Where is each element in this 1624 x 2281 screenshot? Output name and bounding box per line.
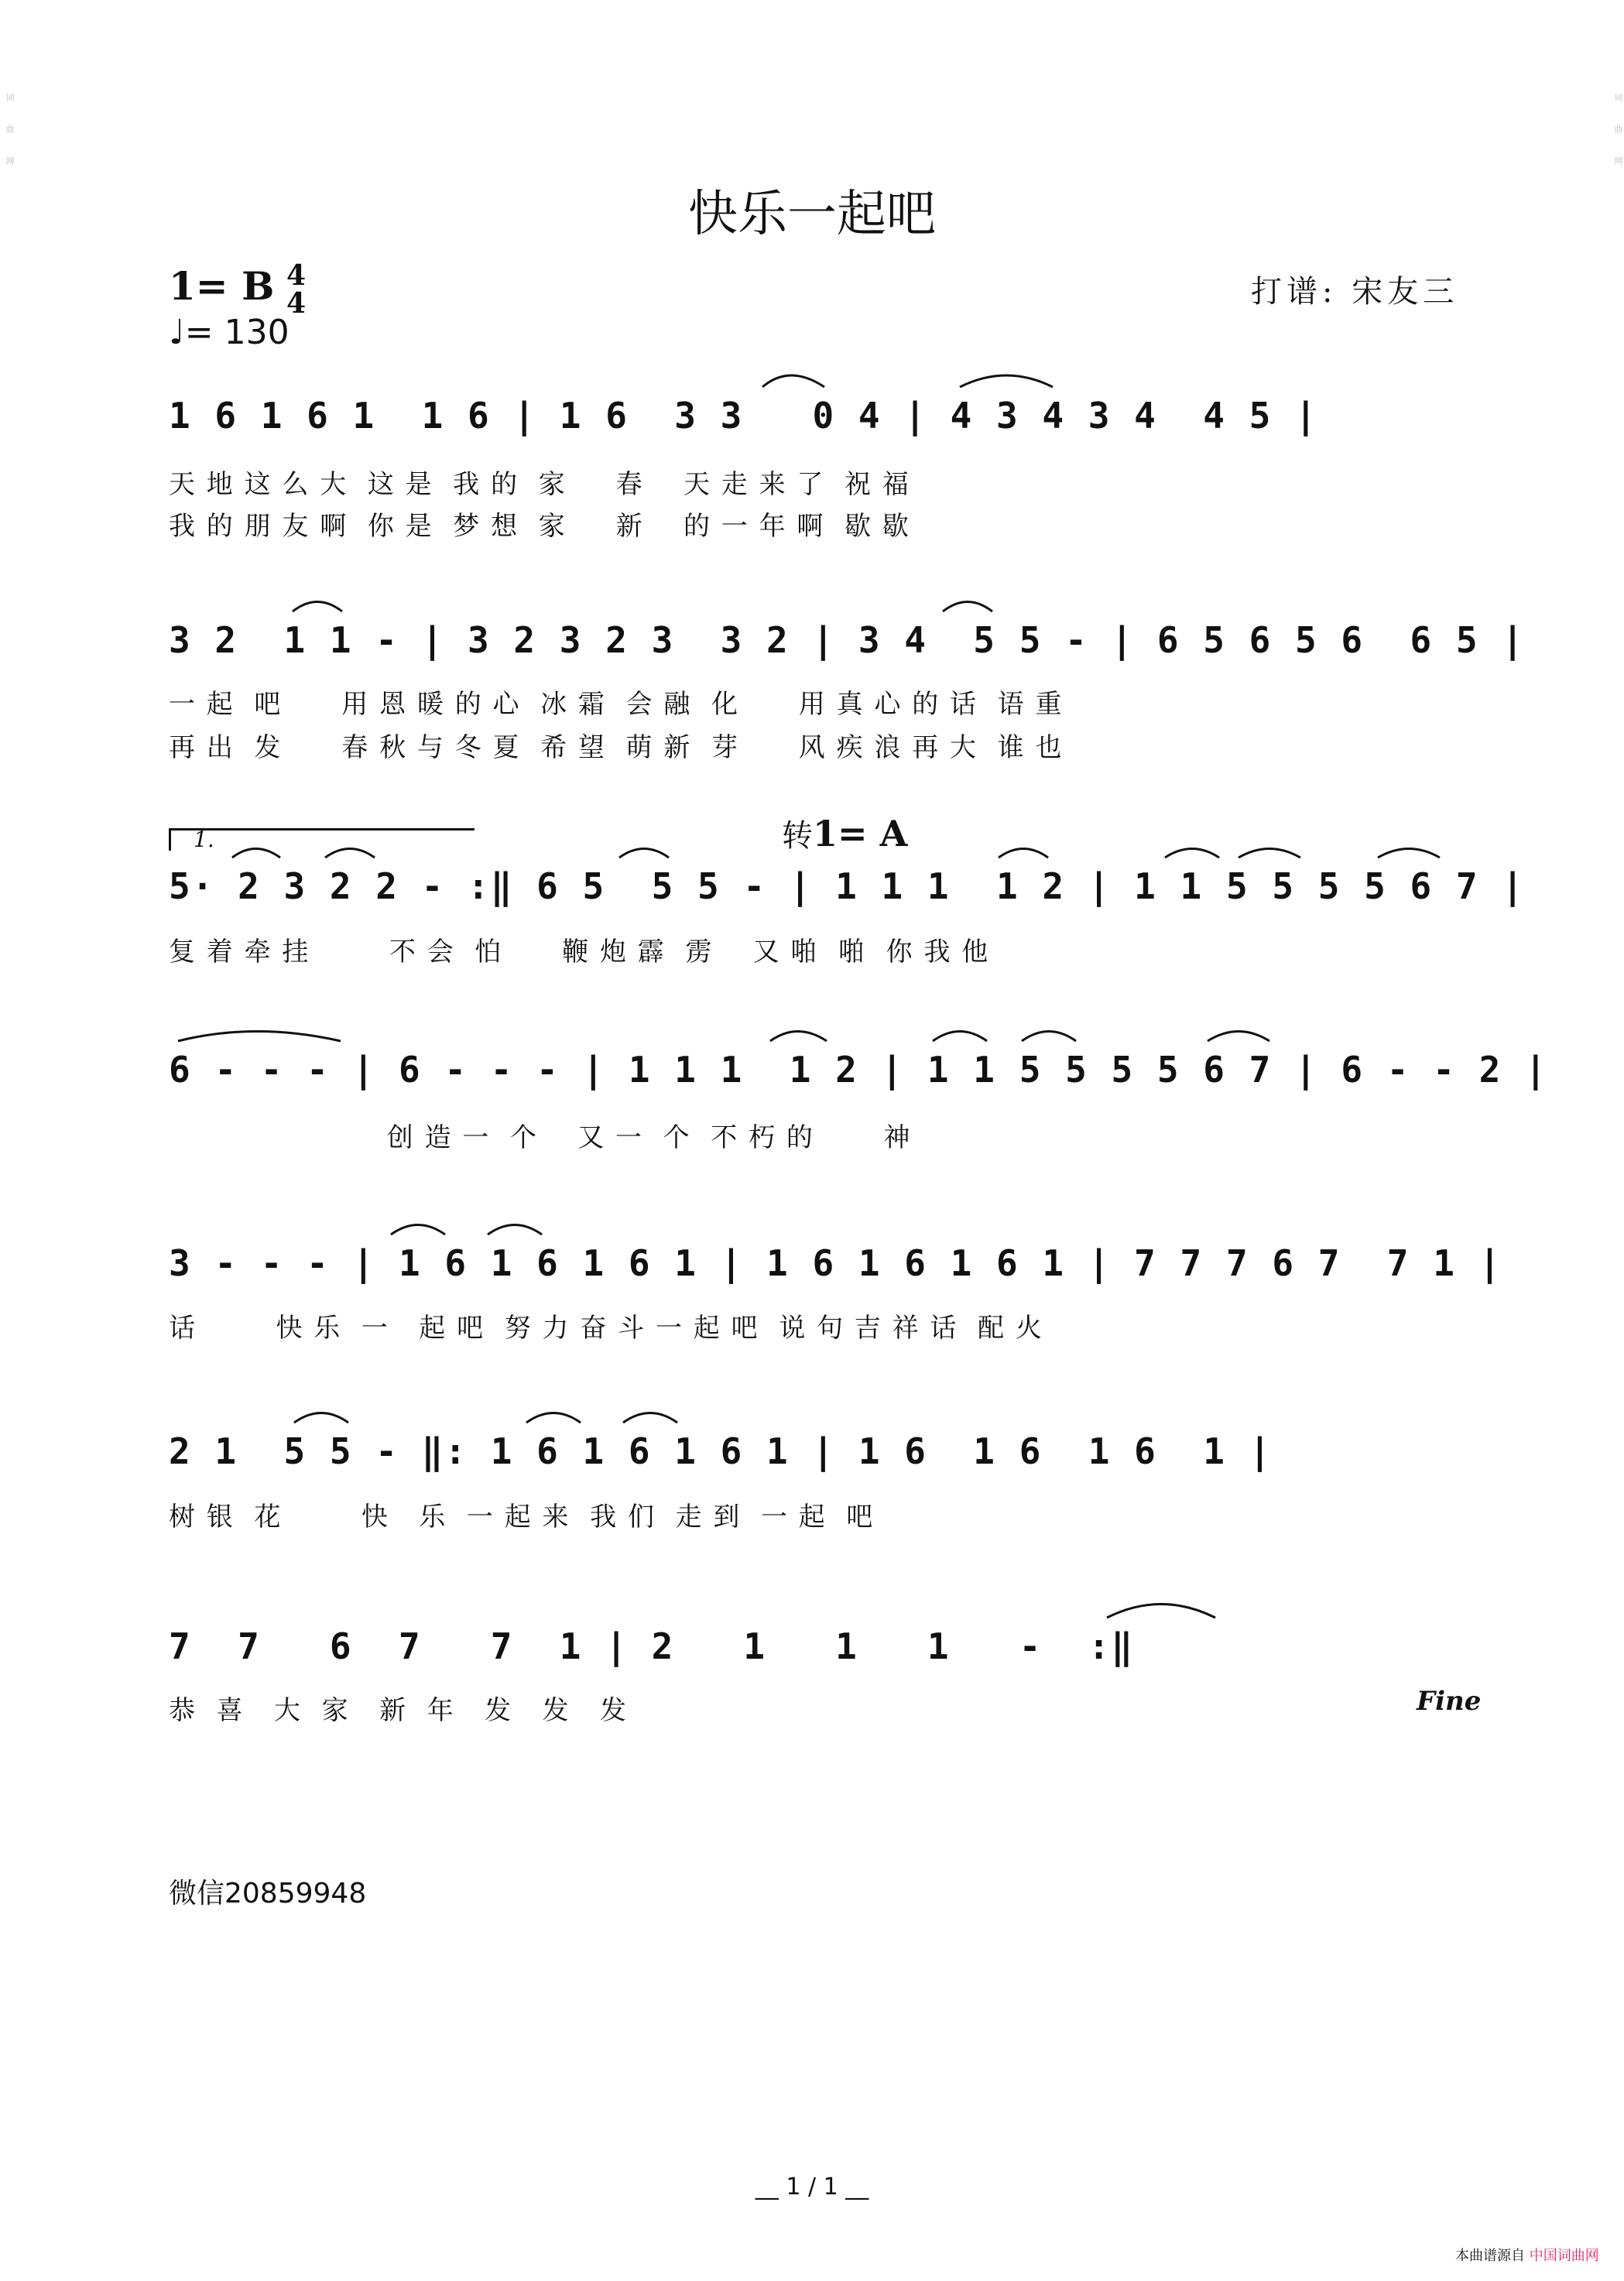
slur-8 <box>999 849 1048 858</box>
tempo-marking: ♩= 130 <box>169 313 290 352</box>
source-credit-label: 本曲谱源自 <box>1455 2248 1525 2264</box>
slur-10 <box>1239 849 1300 858</box>
system-5-notes: 3 - - - | 1 6 1 6 1 6 1 | 1 6 1 6 1 6 1 | 7 7 7 6 7 7 1 | <box>169 1242 1502 1284</box>
system-2-lyrics-verse-1: 一 起 吧 用 恩 暖 的 心 冰 霜 会 融 化 用 真 心 的 话 语 重 <box>169 689 1064 720</box>
system-3-notes: 5· 2 3 2 2 - :‖ 6 5 5 5 - | 1 1 1 1 2 | 1 1 5 5 5 5 6 7 | <box>169 865 1525 907</box>
system-1-lyrics-verse-1: 天 地 这 么 大 这 是 我 的 家 春 天 走 来 了 祝 福 <box>169 469 910 500</box>
time-signature-top: 4 <box>286 259 307 292</box>
source-credit-site: 中国词曲网 <box>1529 2248 1599 2264</box>
right-watermark: 词曲网 <box>1613 93 1623 188</box>
slur-4 <box>943 602 992 612</box>
slur-11 <box>1378 849 1440 858</box>
slur-7 <box>619 849 669 858</box>
system-7-notes: 7 7 6 7 7 1 | 2 1 1 1 - :‖ <box>169 1625 1135 1667</box>
key-change-key: 1= A <box>813 813 908 855</box>
slur-12 <box>178 1032 341 1042</box>
arranger-credit: 打谱: 宋友三 <box>1251 274 1459 310</box>
system-2-lyrics-verse-2: 再 出 发 春 秋 与 冬 夏 希 望 萌 新 芽 风 疾 浪 再 大 谁 也 <box>169 732 1064 763</box>
slur-19 <box>294 1413 348 1423</box>
contact-info: 微信20859948 <box>169 1878 367 1909</box>
system-2-notes: 3 2 1 1 - | 3 2 3 2 3 3 2 | 3 4 5 5 - | 6 5 6 5 6 6 5 | <box>169 619 1525 661</box>
slur-15 <box>1022 1032 1076 1042</box>
key-change-prefix: 转 <box>782 818 813 854</box>
slur-2 <box>960 375 1053 387</box>
slur-22 <box>1107 1605 1215 1618</box>
first-ending-number: 1. <box>194 827 214 852</box>
fine-marking: Fine <box>1417 1686 1482 1717</box>
key-signature: 1= B <box>169 263 275 309</box>
slur-1 <box>762 375 824 387</box>
slur-3 <box>293 602 342 612</box>
slur-16 <box>1208 1032 1269 1042</box>
slur-17 <box>391 1225 445 1235</box>
slur-5 <box>232 849 280 858</box>
system-6-notes: 2 1 5 5 - ‖: 1 6 1 6 1 6 1 | 1 6 1 6 1 6 1 | <box>169 1430 1273 1472</box>
slur-18 <box>488 1225 542 1235</box>
slur-9 <box>1165 849 1219 858</box>
slur-13 <box>770 1032 827 1042</box>
system-5-lyrics: 话 快 乐 一 起 吧 努 力 奋 斗 一 起 吧 说 句 吉 祥 话 配 火 <box>169 1313 1043 1344</box>
system-7-lyrics: 恭 喜 大 家 新 年 发 发 发 <box>169 1695 628 1726</box>
page-number: __ 1 / 1 __ <box>755 2173 869 2201</box>
system-4-lyrics: 创 造 一 个 又 一 个 不 朽 的 神 <box>169 1122 912 1153</box>
system-3-lyrics: 复 着 牵 挂 不 会 怕 鞭 炮 霹 雳 又 啪 啪 你 我 他 <box>169 937 990 968</box>
slur-21 <box>623 1413 677 1423</box>
system-1-notes: 1 6 1 6 1 1 6 | 1 6 3 3 0 4 | 4 3 4 3 4 4 5 | <box>169 395 1318 437</box>
slur-6 <box>325 849 375 858</box>
song-title: 快乐一起吧 <box>688 186 936 243</box>
system-4-notes: 6 - - - | 6 - - - | 1 1 1 1 2 | 1 1 5 5 5 5 6 7 | 6 - - 2 | <box>169 1049 1548 1091</box>
slur-20 <box>526 1413 581 1423</box>
system-1-lyrics-verse-2: 我 的 朋 友 啊 你 是 梦 想 家 新 的 一 年 啊 歇 歇 <box>169 511 910 542</box>
system-6-lyrics: 树 银 花 快 乐 一 起 来 我 们 走 到 一 起 吧 <box>169 1502 875 1533</box>
slur-14 <box>933 1032 987 1042</box>
source-credit <box>1455 2245 1599 2265</box>
time-signature-bottom: 4 <box>286 287 307 320</box>
left-watermark: 词曲网 <box>5 93 15 188</box>
